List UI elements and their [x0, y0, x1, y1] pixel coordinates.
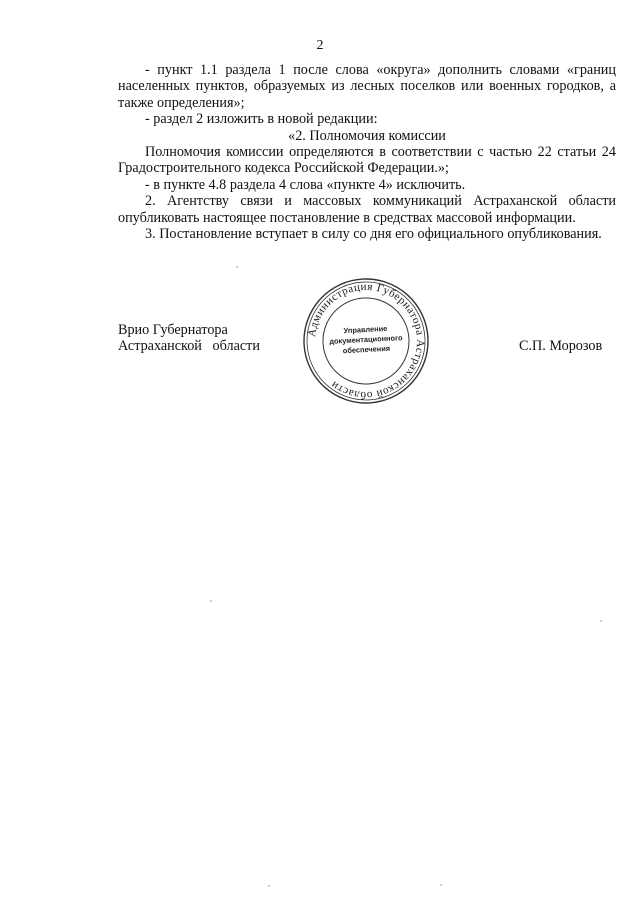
paragraph-publication: 2. Агентству связи и массовых коммуникаций Астраханской области опубликовать настоящее постановление в средствах массовой информации.	[118, 193, 616, 226]
paragraph-effective-date: 3. Постановление вступает в силу со дня его официального опубликования.	[145, 226, 602, 243]
document-body	[118, 62, 616, 242]
signature-position-line2: Астраханской области	[118, 338, 260, 355]
paragraph-item1-amendment: - пункт 1.1 раздела 1 после слова «округа» дополнить словами «границ населенных пунктов, образуемых из лесных поселков или военных городков, а также определения»;	[118, 62, 616, 111]
seal-stamp-icon	[298, 273, 435, 410]
scan-speck	[440, 884, 442, 886]
scan-speck	[236, 266, 238, 268]
paragraph-section2-intro: - раздел 2 изложить в новой редакции:	[145, 111, 378, 128]
scan-speck	[268, 885, 270, 887]
page-number: 2	[316, 38, 324, 53]
signatory-name: С.П. Морозов	[519, 338, 603, 354]
official-seal	[298, 273, 435, 410]
seal-ring-text: Администрация Губернатора Астраханской области	[306, 280, 427, 402]
seal-inner-line2: документационного	[329, 333, 403, 346]
seal-inner-line3: обеспечения	[342, 343, 391, 356]
scan-speck	[210, 600, 212, 602]
section-heading: «2. Полномочия комиссии	[288, 127, 446, 144]
signature-position-line1: Врио Губернатора	[118, 322, 228, 338]
paragraph-commission-powers: Полномочия комиссии определяются в соответствии с частью 22 статьи 24 Градостроительного кодекса Российской Федерации.»;	[118, 144, 616, 177]
signature-position	[118, 322, 260, 355]
scan-speck	[600, 620, 602, 622]
seal-inner-line1: Управление	[343, 323, 388, 336]
paragraph-item48-amendment: - в пункте 4.8 раздела 4 слова «пункте 4» исключить.	[145, 176, 466, 193]
